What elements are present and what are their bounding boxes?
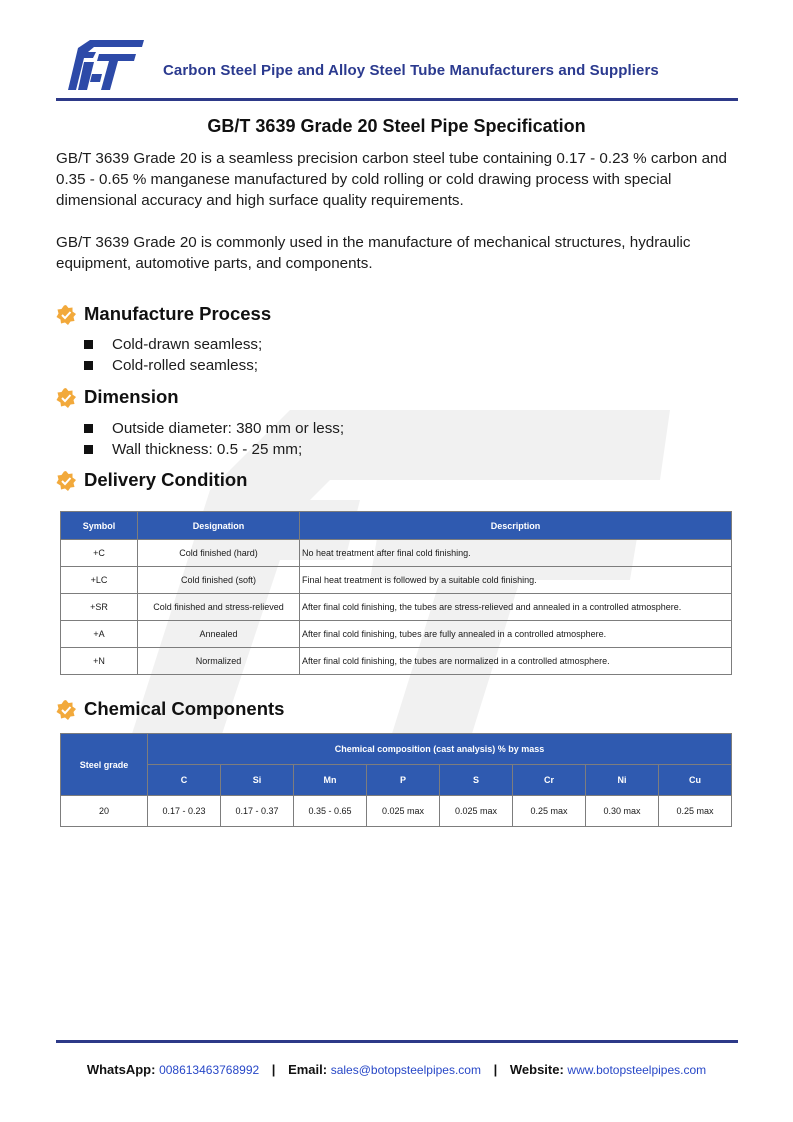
badge-icon: [56, 305, 76, 325]
badge-icon: [56, 700, 76, 720]
section-title: Dimension: [84, 386, 179, 407]
column-header: Cu: [659, 765, 732, 796]
manufacture-list: [84, 334, 262, 376]
whatsapp-label: WhatsApp:: [86, 1062, 156, 1077]
website-link[interactable]: www.botopsteelpipes.com: [567, 1063, 707, 1077]
section-title: Manufacture Process: [84, 303, 272, 324]
table-cell: 0.25 max: [659, 796, 732, 827]
table-cell: +N: [61, 648, 138, 675]
table-cell: 0.025 max: [367, 796, 440, 827]
table-cell: +C: [61, 540, 138, 567]
column-header: Ni: [586, 765, 659, 796]
table-cell: 0.30 max: [586, 796, 659, 827]
section-title: Chemical Components: [84, 698, 285, 719]
table-cell: After final cold finishing, the tubes are stress-relieved and annealed in a controlled atmosphere.: [300, 594, 732, 621]
table-cell: After final cold finishing, tubes are fully annealed in a controlled atmosphere.: [300, 621, 732, 648]
table-header-row: [61, 512, 732, 540]
list-item-text: Cold-drawn seamless;: [112, 336, 263, 353]
table-cell: 0.17 - 0.37: [221, 796, 294, 827]
table-cell: After final cold finishing, the tubes are normalized in a controlled atmosphere.: [300, 648, 732, 675]
table-cell: No heat treatment after final cold finishing.: [300, 540, 732, 567]
page-footer: [0, 1062, 793, 1077]
column-header: C: [148, 765, 221, 796]
column-header: Si: [221, 765, 294, 796]
footer-separator: |: [493, 1062, 498, 1077]
list-item-text: Outside diameter: 380 mm or less;: [112, 420, 345, 437]
list-item: [84, 418, 344, 439]
table-row: [61, 594, 732, 621]
footer-divider: [56, 1040, 738, 1043]
dimension-list: [84, 418, 344, 460]
column-header: Cr: [513, 765, 586, 796]
table-cell: +LC: [61, 567, 138, 594]
column-header: Mn: [294, 765, 367, 796]
table-header-row: [61, 765, 732, 796]
table-cell: 0.025 max: [440, 796, 513, 827]
delivery-condition-table: [60, 511, 732, 675]
column-header: Symbol: [61, 512, 138, 540]
square-bullet-icon: [84, 445, 93, 454]
company-logo: [66, 38, 146, 92]
table-cell: Final heat treatment is followed by a suitable cold finishing.: [300, 567, 732, 594]
badge-icon: [56, 471, 76, 491]
page-header: [56, 38, 738, 100]
table-cell: 0.35 - 0.65: [294, 796, 367, 827]
square-bullet-icon: [84, 424, 93, 433]
chemical-composition-table: [60, 733, 732, 827]
table-cell: Annealed: [138, 621, 300, 648]
whatsapp-number[interactable]: 008613463768992: [159, 1063, 260, 1077]
column-header: S: [440, 765, 513, 796]
header-divider: [56, 98, 738, 101]
list-item-text: Wall thickness: 0.5 - 25 mm;: [112, 441, 303, 458]
table-cell: Normalized: [138, 648, 300, 675]
table-header-row: [61, 734, 732, 765]
table-cell: 20: [61, 796, 148, 827]
column-group-header: Chemical composition (cast analysis) % by mass: [148, 734, 732, 765]
table-row: [61, 796, 732, 827]
table-cell: Cold finished (soft): [138, 567, 300, 594]
list-item-text: Cold-rolled seamless;: [112, 357, 259, 374]
email-link[interactable]: sales@botopsteelpipes.com: [330, 1063, 481, 1077]
square-bullet-icon: [84, 340, 93, 349]
table-cell: Cold finished (hard): [138, 540, 300, 567]
usage-paragraph: GB/T 3639 Grade 20 is commonly used in the manufacture of mechanical structures, hydraulic equipment, automotive parts, and components.: [56, 234, 691, 272]
table-cell: 0.17 - 0.23: [148, 796, 221, 827]
list-item: [84, 334, 262, 355]
table-cell: +SR: [61, 594, 138, 621]
website-label: Website:: [509, 1062, 564, 1077]
column-header: Description: [300, 512, 732, 540]
column-header: Designation: [138, 512, 300, 540]
header-title: Carbon Steel Pipe and Alloy Steel Tube Manufacturers and Suppliers: [163, 62, 659, 79]
table-cell: Cold finished and stress-relieved: [138, 594, 300, 621]
section-title: Delivery Condition: [84, 469, 248, 490]
square-bullet-icon: [84, 361, 93, 370]
footer-separator: |: [271, 1062, 276, 1077]
table-cell: 0.25 max: [513, 796, 586, 827]
table-row: [61, 621, 732, 648]
list-item: [84, 355, 262, 376]
table-row: [61, 648, 732, 675]
document-title: GB/T 3639 Grade 20 Steel Pipe Specification: [207, 116, 586, 136]
table-row: [61, 540, 732, 567]
column-header: P: [367, 765, 440, 796]
intro-paragraph: GB/T 3639 Grade 20 is a seamless precision carbon steel tube containing 0.17 - 0.23 % carbon and 0.35 - 0.65 % manganese manufactured by cold rolling or cold drawing process with special dimensional accuracy and high surface quality requirements.: [56, 150, 727, 209]
table-cell: +A: [61, 621, 138, 648]
column-header: Steel grade: [61, 734, 148, 796]
badge-icon: [56, 388, 76, 408]
email-label: Email:: [288, 1062, 328, 1077]
list-item: [84, 439, 344, 460]
table-row: [61, 567, 732, 594]
